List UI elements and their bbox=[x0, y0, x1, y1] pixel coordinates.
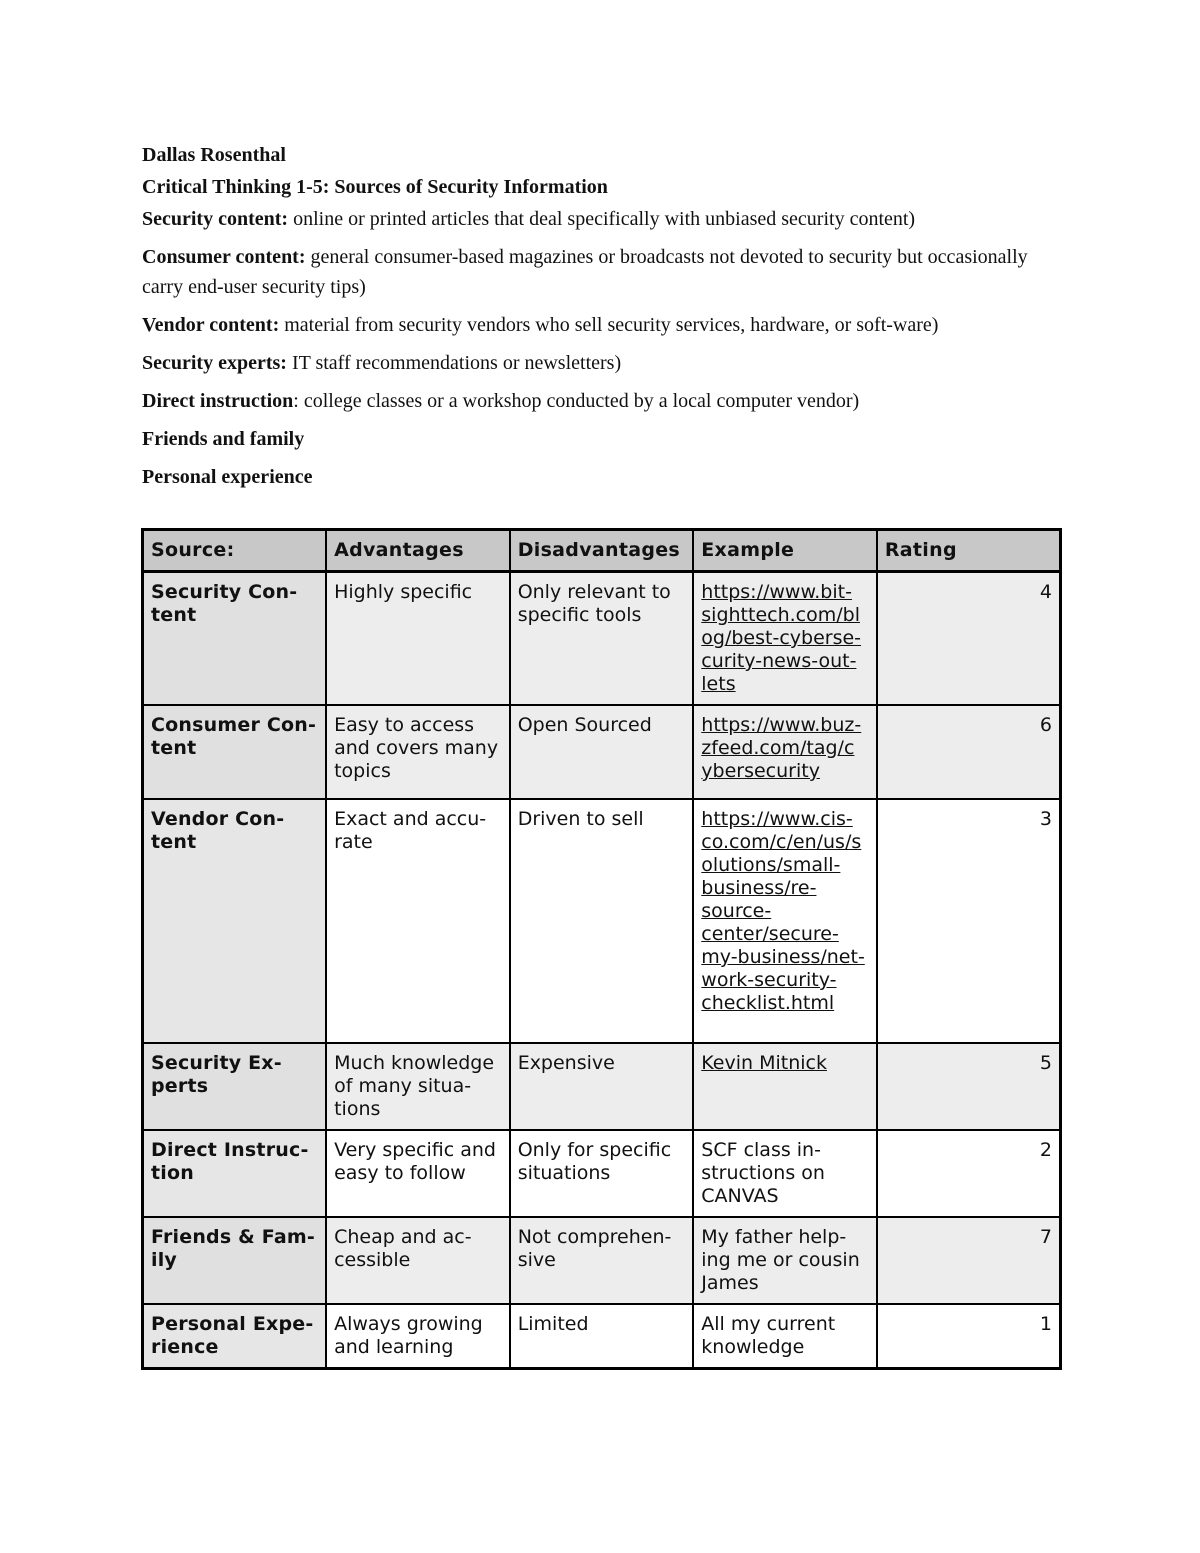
row-rating: 5 bbox=[877, 1043, 1061, 1130]
row-example-link[interactable]: Kevin Mitnick bbox=[693, 1043, 877, 1130]
row-rating: 6 bbox=[877, 705, 1061, 799]
table-header-row bbox=[143, 530, 1061, 572]
definition-personal-experience: Personal experience bbox=[142, 466, 313, 488]
row-advantages: Highly specific bbox=[326, 572, 510, 706]
row-advantages: Very specific and easy to follow bbox=[326, 1130, 510, 1217]
table-row bbox=[143, 572, 1061, 706]
row-source: Friends & Fam-ily bbox=[143, 1217, 327, 1304]
table-row bbox=[143, 705, 1061, 799]
row-example-link[interactable]: https://www.buz-zfeed.com/tag/c ybersecurity bbox=[693, 705, 877, 799]
row-source: Personal Expe-rience bbox=[143, 1304, 327, 1369]
row-advantages: Exact and accu-rate bbox=[326, 799, 510, 1043]
author-name: Dallas Rosenthal bbox=[142, 144, 286, 166]
sources-table bbox=[141, 528, 1062, 1370]
row-advantages: Easy to access and covers many topics bbox=[326, 705, 510, 799]
header-example: Example bbox=[693, 530, 877, 572]
table-row bbox=[143, 1043, 1061, 1130]
row-disadvantages: Driven to sell bbox=[510, 799, 694, 1043]
row-example: SCF class in-structions on CANVAS bbox=[693, 1130, 877, 1217]
row-example-link[interactable]: https://www.cis-co.com/c/en/us/s olutions/small-business/re-source-center/secure-my-business/net-work-security-checklist.html bbox=[693, 799, 877, 1043]
definition-vendor-content: Vendor content: material from security vendors who sell security services, hardware, or soft-ware) bbox=[142, 314, 939, 336]
row-source: Security Con-tent bbox=[143, 572, 327, 706]
row-source: Consumer Con-tent bbox=[143, 705, 327, 799]
row-disadvantages: Open Sourced bbox=[510, 705, 694, 799]
definition-direct-instruction: Direct instruction: college classes or a workshop conducted by a local computer vendor) bbox=[142, 390, 860, 412]
definition-friends-family: Friends and family bbox=[142, 428, 305, 450]
header-rating: Rating bbox=[877, 530, 1061, 572]
table-row bbox=[143, 1217, 1061, 1304]
row-example: All my current knowledge bbox=[693, 1304, 877, 1369]
table-row bbox=[143, 1304, 1061, 1369]
header-advantages: Advantages bbox=[326, 530, 510, 572]
row-disadvantages: Limited bbox=[510, 1304, 694, 1369]
row-example-link[interactable]: https://www.bit-sighttech.com/bl og/best-cyberse-curity-news-out-lets bbox=[693, 572, 877, 706]
definition-security-content: Security content: online or printed articles that deal specifically with unbiased security content) bbox=[142, 208, 916, 230]
row-disadvantages: Not comprehen-sive bbox=[510, 1217, 694, 1304]
row-rating: 3 bbox=[877, 799, 1061, 1043]
row-advantages: Always growing and learning bbox=[326, 1304, 510, 1369]
document-title: Critical Thinking 1-5: Sources of Security Information bbox=[142, 176, 608, 198]
definition-security-experts: Security experts: IT staff recommendations or newsletters) bbox=[142, 352, 622, 374]
row-source: Direct Instruc-tion bbox=[143, 1130, 327, 1217]
intro-text bbox=[142, 140, 1062, 500]
table-row bbox=[143, 799, 1061, 1043]
row-disadvantages: Only relevant to specific tools bbox=[510, 572, 694, 706]
row-rating: 2 bbox=[877, 1130, 1061, 1217]
row-advantages: Much knowledge of many situa-tions bbox=[326, 1043, 510, 1130]
row-advantages: Cheap and ac-cessible bbox=[326, 1217, 510, 1304]
row-rating: 7 bbox=[877, 1217, 1061, 1304]
row-disadvantages: Only for specific situations bbox=[510, 1130, 694, 1217]
row-rating: 1 bbox=[877, 1304, 1061, 1369]
row-source: Vendor Con-tent bbox=[143, 799, 327, 1043]
row-source: Security Ex-perts bbox=[143, 1043, 327, 1130]
header-disadvantages: Disadvantages bbox=[510, 530, 694, 572]
definition-consumer-content: Consumer content: general consumer-based magazines or broadcasts not devoted to security but occasionally carry end-user security tips) bbox=[142, 246, 1028, 298]
row-disadvantages: Expensive bbox=[510, 1043, 694, 1130]
row-rating: 4 bbox=[877, 572, 1061, 706]
header-source: Source: bbox=[143, 530, 327, 572]
table-row bbox=[143, 1130, 1061, 1217]
row-example: My father help-ing me or cousin James bbox=[693, 1217, 877, 1304]
